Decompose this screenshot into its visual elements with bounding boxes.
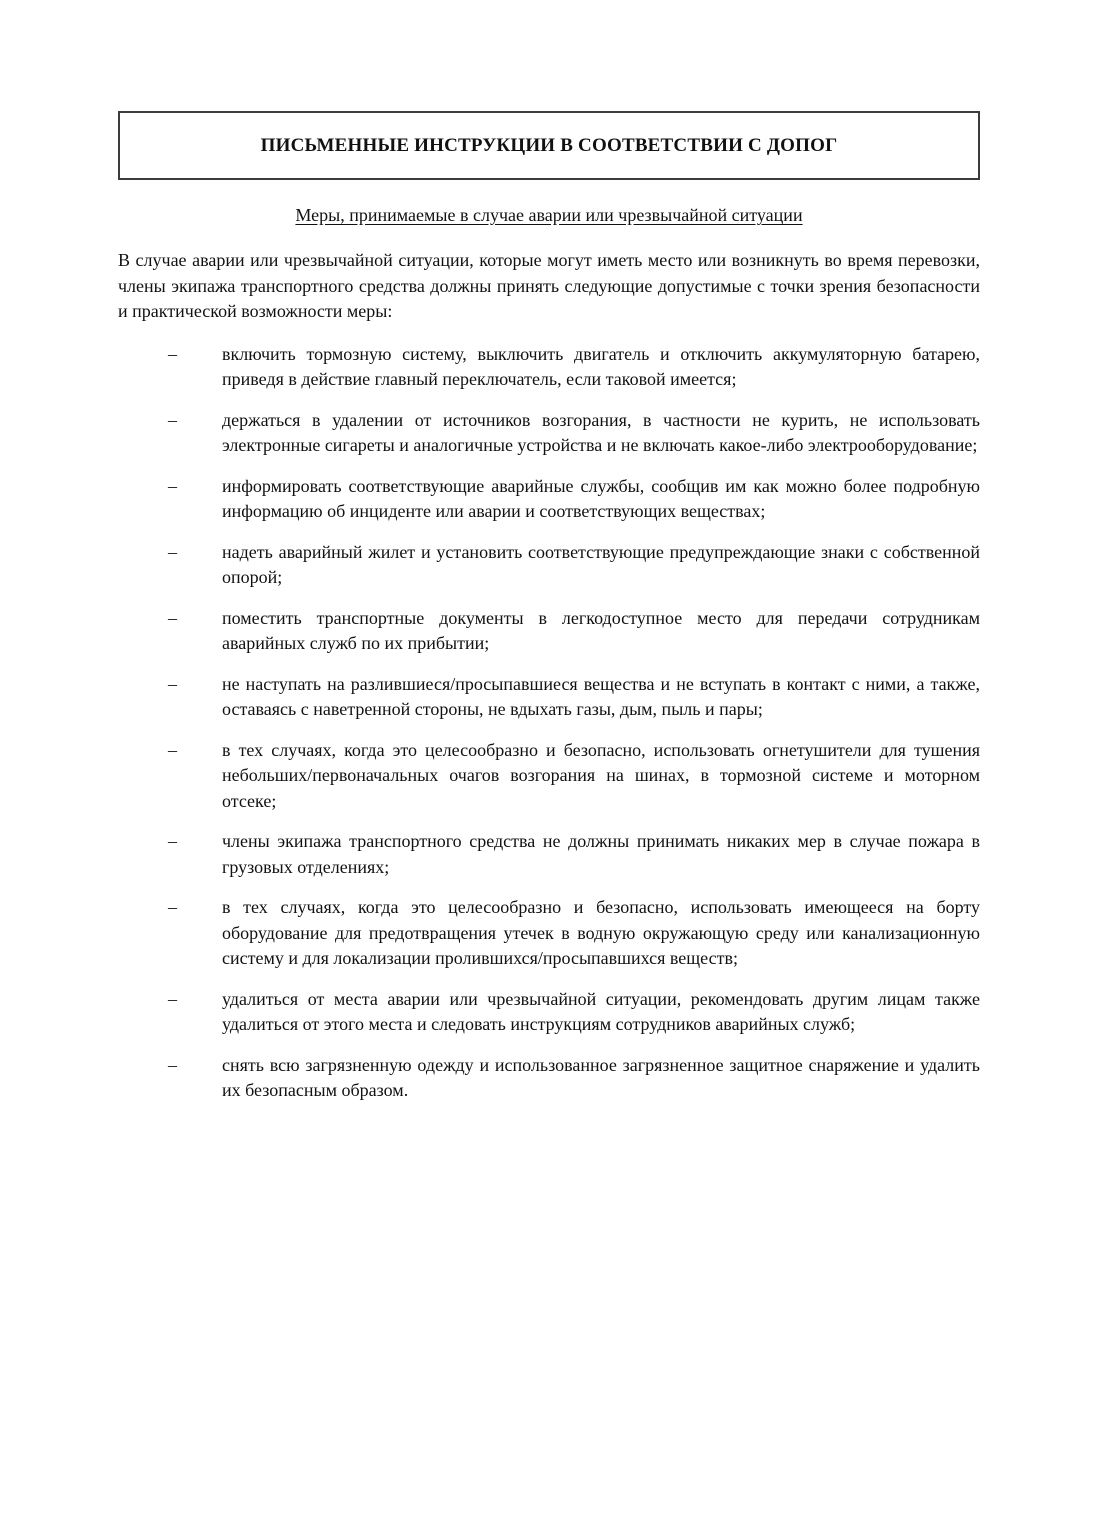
dash-bullet: – — [168, 409, 177, 430]
list-item — [118, 738, 980, 815]
dash-bullet: – — [168, 673, 177, 694]
dash-bullet: – — [168, 607, 177, 628]
measure-text: снять всю загрязненную одежду и использованное загрязненное защитное снаряжение и удалить их безопасным образом. — [222, 1054, 980, 1100]
section-subtitle-text: Меры, принимаемые в случае аварии или чрезвычайной ситуации — [295, 205, 803, 225]
dash-bullet: – — [168, 988, 177, 1009]
list-item — [118, 895, 980, 972]
measure-text: члены экипажа транспортного средства не должны принимать никаких мер в случае пожара в грузовых отделениях; — [222, 831, 980, 877]
measure-text: поместить транспортные документы в легкодоступное место для передачи сотрудникам аварийных служб по их прибытии; — [222, 607, 980, 653]
list-item — [118, 342, 980, 393]
measure-text: надеть аварийный жилет и установить соответствующие предупреждающие знаки с собственной опорой; — [222, 541, 980, 587]
title-box — [118, 111, 980, 180]
measure-text: не наступать на разлившиеся/просыпавшиеся вещества и не вступать в контакт с ними, а также, оставаясь с наветренной стороны, не вдыхать газы, дым, пыль и пары; — [222, 673, 980, 719]
measure-text: держаться в удалении от источников возгорания, в частности не курить, не использовать электронные сигареты и аналогичные устройства и не включать какое-либо электрооборудование; — [222, 409, 980, 455]
dash-bullet: – — [168, 739, 177, 760]
list-item — [118, 408, 980, 459]
list-item — [118, 987, 980, 1038]
measure-text: в тех случаях, когда это целесообразно и безопасно, использовать огнетушители для тушения небольших/первоначальных очагов возгорания на шинах, в тормозной системе и моторном отсеке; — [222, 739, 980, 811]
list-item — [118, 474, 980, 525]
dash-bullet: – — [168, 897, 177, 917]
dash-bullet: – — [168, 831, 177, 851]
section-subtitle — [118, 203, 980, 228]
list-item — [118, 672, 980, 723]
list-item — [118, 606, 980, 657]
list-item — [118, 1053, 980, 1104]
dash-bullet: – — [168, 343, 177, 364]
measure-text: удалиться от места аварии или чрезвычайной ситуации, рекомендовать другим лицам также удалиться от этого места и следовать инструкциям сотрудников аварийных служб; — [222, 988, 980, 1034]
list-item — [118, 829, 980, 880]
intro-paragraph: В случае аварии или чрезвычайной ситуации, которые могут иметь место или возникнуть во время перевозки, члены экипажа транспортного средства должны принять следующие допустимые с точки зрения безопасности и практической возможности меры: — [118, 250, 980, 321]
measures-list — [118, 342, 980, 1104]
measure-text: включить тормозную систему, выключить двигатель и отключить аккумуляторную батарею, приведя в действие главный переключатель, если таковой имеется; — [222, 343, 980, 389]
measure-text: информировать соответствующие аварийные службы, сообщив им как можно более подробную информацию об инциденте или аварии и соответствующих веществах; — [222, 475, 980, 521]
list-item — [118, 540, 980, 591]
dash-bullet: – — [168, 1054, 177, 1075]
dash-bullet: – — [168, 475, 177, 496]
measure-text: в тех случаях, когда это целесообразно и безопасно, использовать имеющееся на борту оборудование для предотвращения утечек в водную окружающую среду или канализационную систему и для локализации пролившихся/просыпавшихся веществ; — [222, 897, 980, 968]
dash-bullet: – — [168, 541, 177, 562]
page-title: ПИСЬМЕННЫЕ ИНСТРУКЦИИ В СООТВЕТСТВИИ С ДОПОГ — [260, 134, 838, 156]
